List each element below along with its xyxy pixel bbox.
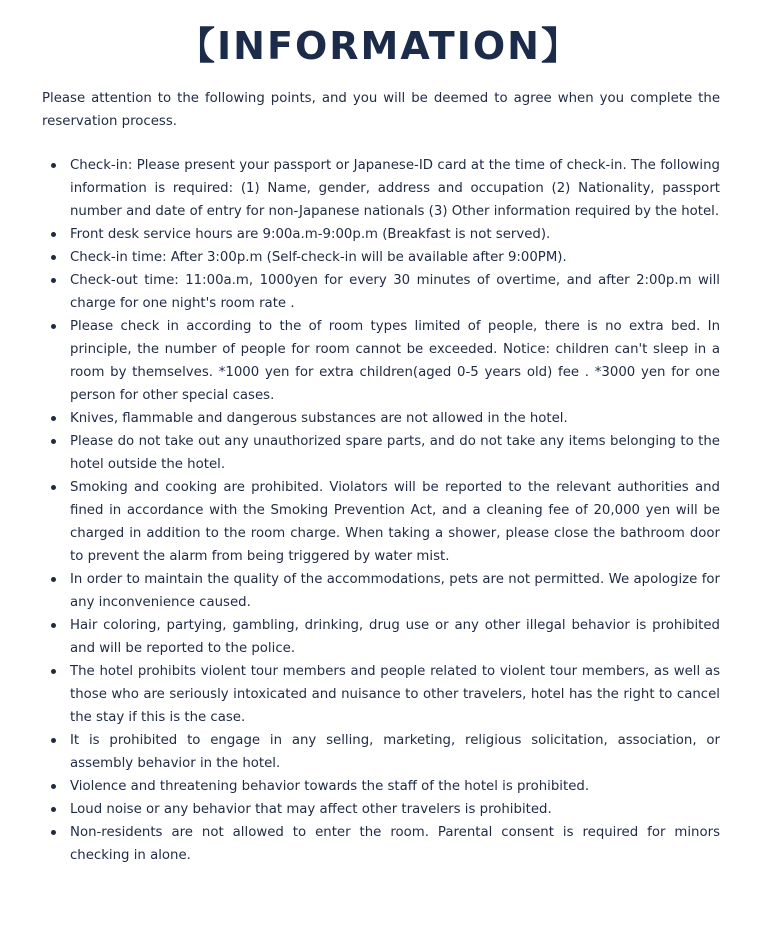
intro-paragraph: Please attention to the following points, and you will be deemed to agree when you complete the reservation process. — [42, 91, 720, 129]
rule-item-violent-members: The hotel prohibits violent tour members and people related to violent tour members, as well as those who are seriously intoxicated and nuisance to other travelers, hotel has the right to cancel the stay if this is the case. — [42, 660, 720, 729]
rule-item-front-desk-hours: Front desk service hours are 9:00a.m-9:00p.m (Breakfast is not served). — [42, 223, 720, 246]
rules-list — [42, 154, 720, 867]
rule-item-check-out-time: Check-out time: 11:00a.m, 1000yen for every 30 minutes of overtime, and after 2:00p.m will charge for one night's room rate . — [42, 269, 720, 315]
rule-item-smoking-cooking: Smoking and cooking are prohibited. Violators will be reported to the relevant authorities and fined in accordance with the Smoking Prevention Act, and a cleaning fee of 20,000 yen will be charged in addition to the room charge. When taking a shower, please close the bathroom door to prevent the alarm from being triggered by water mist. — [42, 476, 720, 568]
rule-item-staff-violence: Violence and threatening behavior towards the staff of the hotel is prohibited. — [42, 775, 720, 798]
rule-item-non-residents: Non-residents are not allowed to enter the room. Parental consent is required for minors checking in alone. — [42, 821, 720, 867]
rule-item-hotel-items: Please do not take out any unauthorized spare parts, and do not take any items belonging to the hotel outside the hotel. — [42, 430, 720, 476]
rule-item-room-capacity: Please check in according to the of room types limited of people, there is no extra bed. In principle, the number of people for room cannot be exceeded. Notice: children can't sleep in a room by themselves. *1000 yen for extra children(aged 0-5 years old) fee . *3000 yen for one person for other special cases. — [42, 315, 720, 407]
rule-item-loud-noise: Loud noise or any behavior that may affect other travelers is prohibited. — [42, 798, 720, 821]
rule-item-check-in: Check-in: Please present your passport or Japanese-ID card at the time of check-in. The following information is required: (1) Name, gender, address and occupation (2) Nationality, passport number and date of entry for non-Japanese nationals (3) Other information required by the hotel. — [42, 154, 720, 223]
rule-item-solicitation: It is prohibited to engage in any selling, marketing, religious solicitation, association, or assembly behavior in the hotel. — [42, 729, 720, 775]
rule-item-pets: In order to maintain the quality of the accommodations, pets are not permitted. We apologize for any inconvenience caused. — [42, 568, 720, 614]
rule-item-illegal-behavior: Hair coloring, partying, gambling, drinking, drug use or any other illegal behavior is prohibited and will be reported to the police. — [42, 614, 720, 660]
rule-item-check-in-time: Check-in time: After 3:00p.m (Self-check-in will be available after 9:00PM). — [42, 246, 720, 269]
page-title: 【INFORMATION】 — [177, 24, 581, 68]
rule-item-dangerous-substances: Knives, flammable and dangerous substances are not allowed in the hotel. — [42, 407, 720, 430]
